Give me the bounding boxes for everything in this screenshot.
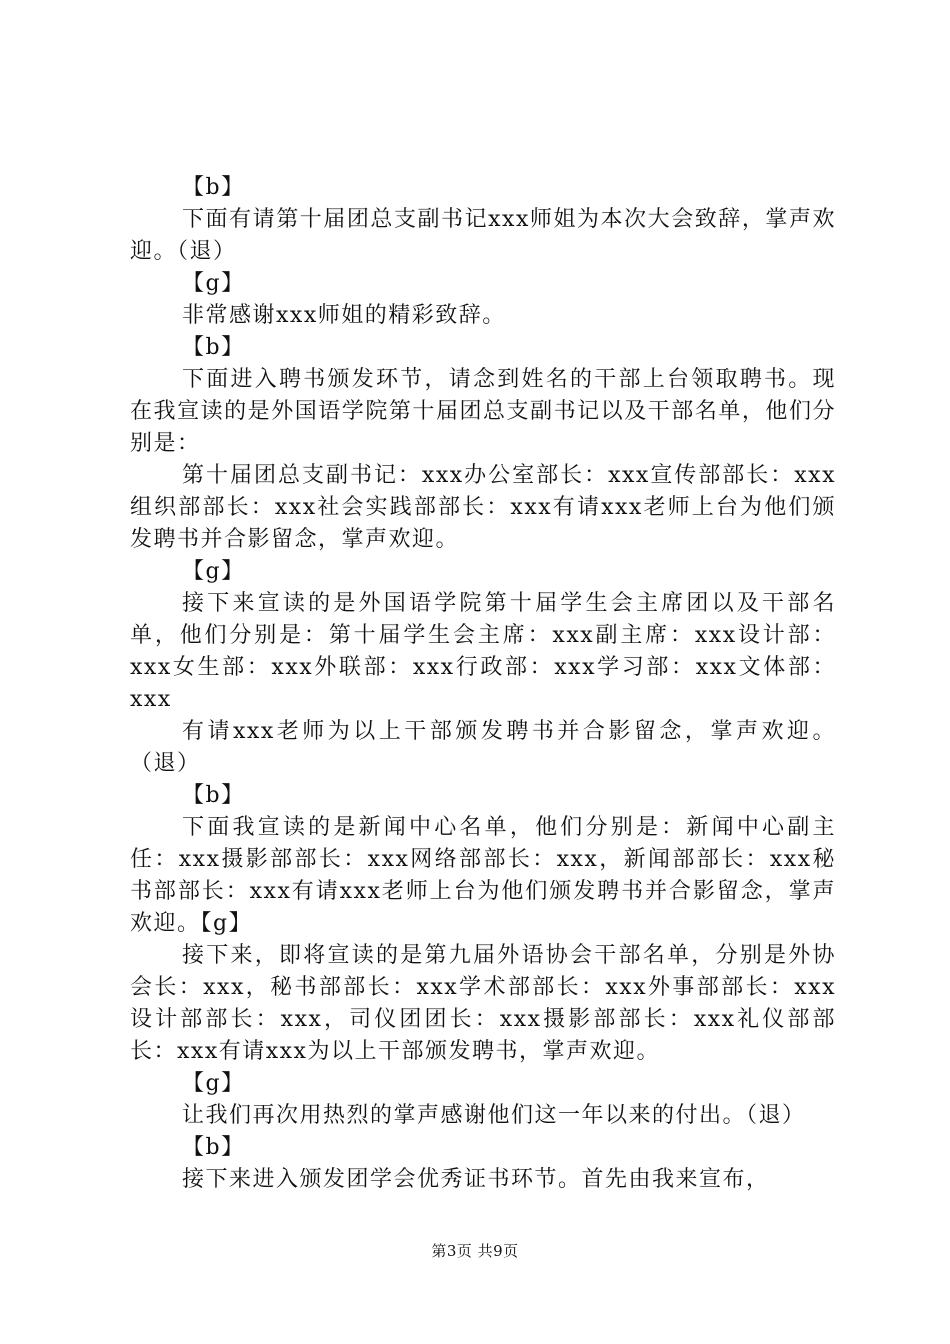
paragraph: 下面有请第十届团总支副书记xxx师姐为本次大会致辞，掌声欢迎。（退） (130, 207, 836, 264)
speaker-tag-g: 【g】 (182, 271, 245, 296)
speaker-tag-g: 【g】 (182, 559, 245, 584)
paragraph: 非常感谢xxx师姐的精彩致辞。 (182, 303, 506, 328)
paragraph: 接下来进入颁发团学会优秀证书环节。首先由我来宣布， (182, 1167, 770, 1192)
paragraph: 接下来宣读的是外国语学院第十届学生会主席团以及干部名单，他们分别是：第十届学生会主席：xxx副主席：xxx设计部：xxx女生部：xxx外联部：xxx行政部：xxx学习部：xxx文体部：xxx (130, 591, 836, 712)
speaker-tag-b: 【b】 (182, 335, 245, 360)
paragraph: 接下来，即将宣读的是第九届外语协会干部名单，分别是外协会长：xxx，秘书部部长：xxx学术部部长：xxx外事部部长：xxx设计部部长：xxx，司仪团团长：xxx摄影部部长：xxx礼仪部部长：xxx有请xxx为以上干部颁发聘书，掌声欢迎。 (130, 943, 836, 1064)
paragraph: 让我们再次用热烈的掌声感谢他们这一年以来的付出。（退） (182, 1103, 806, 1128)
speaker-tag-b: 【b】 (182, 1135, 245, 1160)
speaker-tag-b: 【b】 (182, 783, 245, 808)
page-footer: 第3页 共9页 (431, 1242, 519, 1260)
document-body (130, 172, 836, 1196)
speaker-tag-b: 【b】 (182, 175, 245, 200)
paragraph: 下面我宣读的是新闻中心名单，他们分别是：新闻中心副主任：xxx摄影部部长：xxx网络部部长：xxx，新闻部部长：xxx秘书部部长：xxx有请xxx老师上台为他们颁发聘书并合影留念，掌声欢迎。【g】 (130, 815, 836, 936)
paragraph: 第十届团总支副书记：xxx办公室部长：xxx宣传部部长：xxx组织部部长：xxx社会实践部部长：xxx有请xxx老师上台为他们颁发聘书并合影留念，掌声欢迎。 (130, 463, 836, 552)
paragraph: 下面进入聘书颁发环节，请念到姓名的干部上台领取聘书。现在我宣读的是外国语学院第十届团总支副书记以及干部名单，他们分别是： (130, 367, 836, 456)
paragraph: 有请xxx老师为以上干部颁发聘书并合影留念，掌声欢迎。（退） (130, 719, 836, 776)
speaker-tag-g: 【g】 (182, 1071, 245, 1096)
